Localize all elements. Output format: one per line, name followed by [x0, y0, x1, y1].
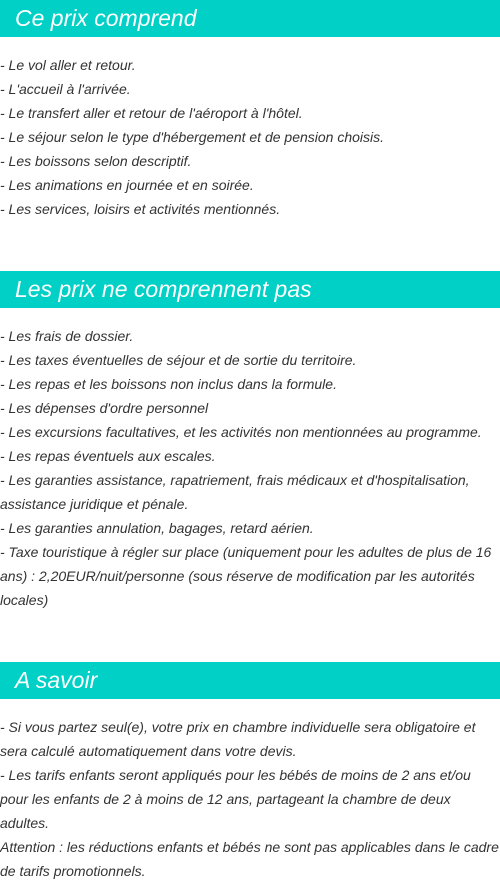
- list-item: - L'accueil à l'arrivée.: [0, 81, 131, 97]
- list-item: - Les dépenses d'ordre personnel: [0, 400, 209, 416]
- list-item: - Le séjour selon le type d'hébergement et de pension choisis.: [0, 129, 385, 145]
- list-item: - Les repas éventuels aux escales.: [0, 448, 216, 464]
- section-header-good-to-know: A savoir: [0, 662, 500, 699]
- list-item: - Les services, loisirs et activités mentionnés.: [0, 201, 281, 217]
- list-item: - Les frais de dossier.: [0, 328, 134, 344]
- section-header-price-includes: Ce prix comprend: [0, 0, 500, 37]
- section-header-price-excludes: Les prix ne comprennent pas: [0, 271, 500, 308]
- list-item: Attention : les réductions enfants et bébés ne sont pas applicables dans le cadre de tarifs promotionnels.: [0, 839, 499, 879]
- list-item: - Les animations en journée et en soirée.: [0, 177, 254, 193]
- list-item: - Les taxes éventuelles de séjour et de sortie du territoire.: [0, 352, 357, 368]
- list-item: - Les repas et les boissons non inclus dans la formule.: [0, 376, 337, 392]
- price-excludes-list: [0, 324, 500, 612]
- list-item: - Les tarifs enfants seront appliqués pour les bébés de moins de 2 ans et/ou pour les enfants de 2 à moins de 12 ans, partageant la chambre de deux adultes.: [0, 767, 471, 831]
- list-item: - Si vous partez seul(e), votre prix en chambre individuelle sera obligatoire et sera calculé automatiquement dans votre devis.: [0, 719, 476, 759]
- list-item: - Le vol aller et retour.: [0, 57, 136, 73]
- list-item: - Les garanties annulation, bagages, retard aérien.: [0, 520, 314, 536]
- list-item: - Les excursions facultatives, et les activités non mentionnées au programme.: [0, 424, 482, 440]
- list-item: - Taxe touristique à régler sur place (uniquement pour les adultes de plus de 16 ans) : 2,20EUR/nuit/personne (sous réserve de modification par les autorités locales): [0, 544, 492, 608]
- list-item: - Les garanties assistance, rapatriement, frais médicaux et d'hospitalisation, assistance juridique et pénale.: [0, 472, 470, 512]
- list-item: - Le transfert aller et retour de l'aéroport à l'hôtel.: [0, 105, 303, 121]
- good-to-know-list: [0, 715, 500, 883]
- list-item: - Les boissons selon descriptif.: [0, 153, 192, 169]
- price-includes-list: [0, 53, 500, 221]
